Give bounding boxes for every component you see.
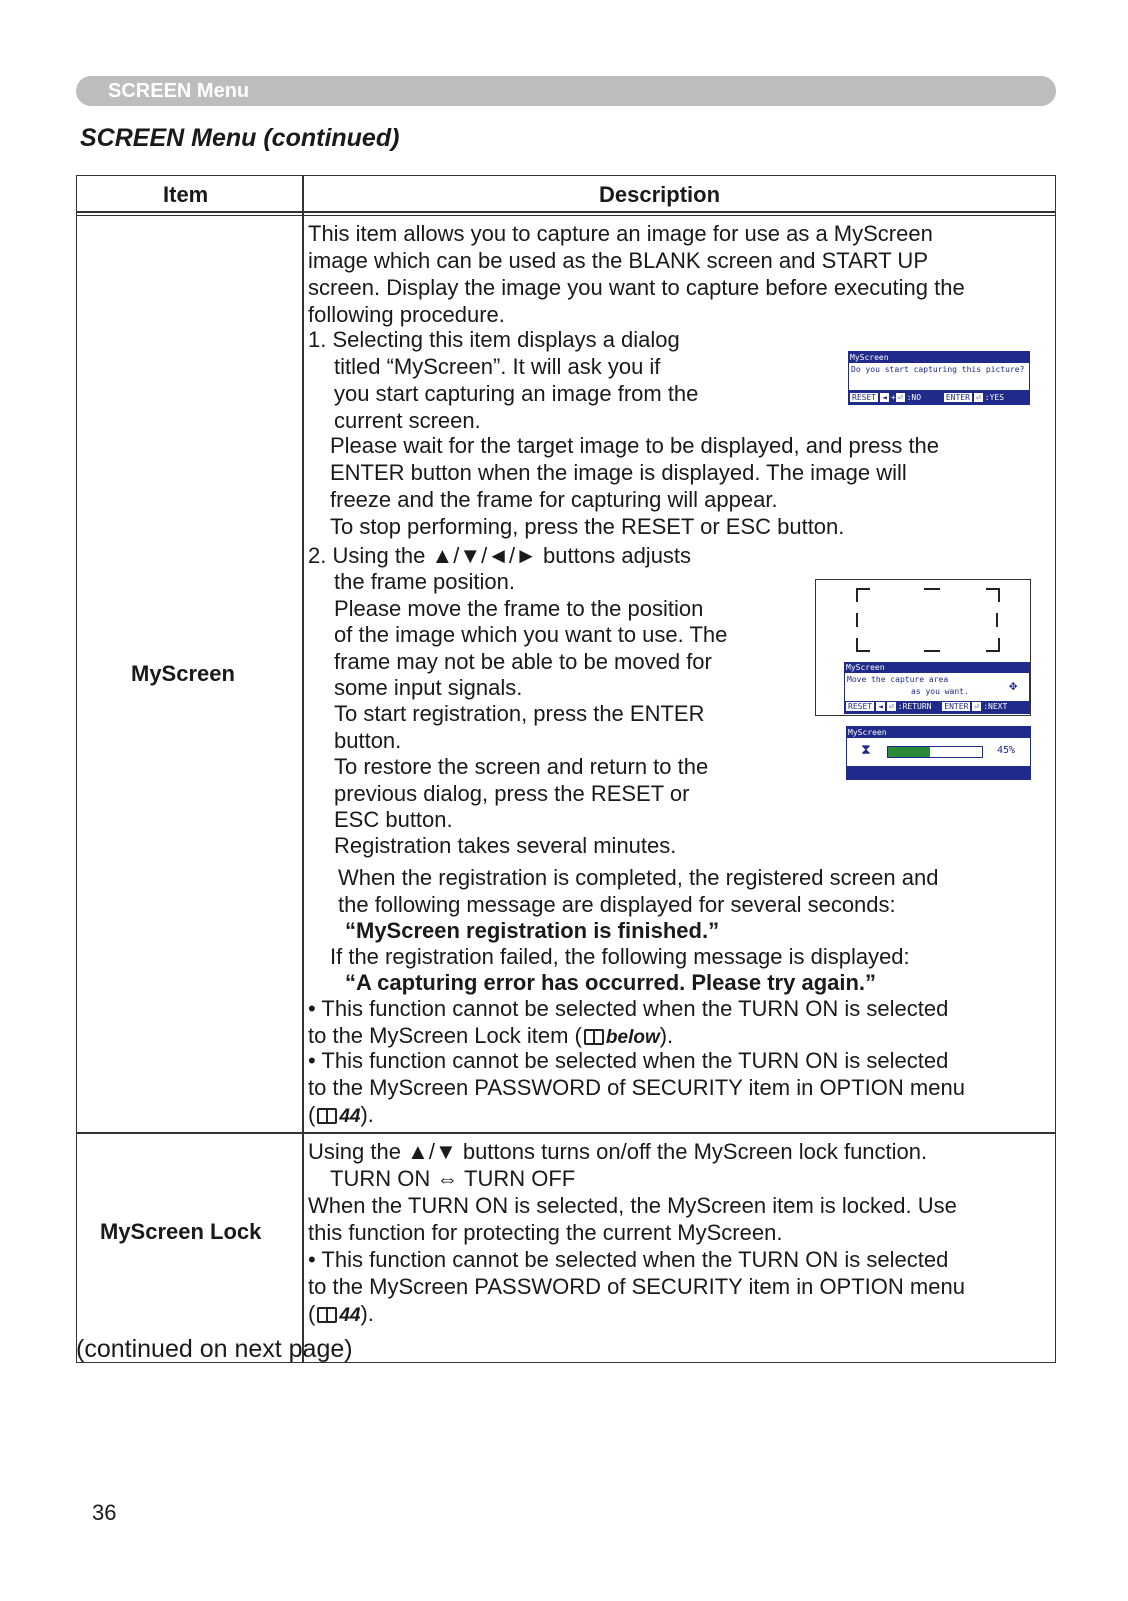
frame-corner-bottom-right (986, 638, 1000, 652)
dialog-buttons: RESET ◄ + ⏎ :NO ENTER ⏎ :YES (852, 393, 1005, 402)
myscreen-lock-description (308, 1138, 965, 1329)
text-line: This item allows you to capture an image for use as a MyScreen (308, 221, 933, 246)
frame-corner-top-right (986, 588, 1000, 602)
text-line: Using the ▲/▼ buttons turns on/off the MyScreen lock function. (308, 1139, 928, 1164)
text-line: titled “MyScreen”. It will ask you if (334, 354, 661, 379)
text-line: Please move the frame to the position (334, 595, 704, 621)
frame-corner-top-left (856, 588, 870, 602)
dialog-body (849, 363, 1029, 390)
myscreen-failed: If the registration failed, the following message is displayed: (330, 944, 910, 969)
text-line: • This function cannot be selected when the TURN ON is selected (308, 1048, 949, 1073)
left-arrow-key-icon: ◄ (878, 702, 883, 711)
enter-key: ENTER (944, 702, 969, 711)
text-line: of the image which you want to use. The (334, 622, 728, 648)
text-line: previous dialog, press the RESET or (334, 780, 690, 806)
reset-key: RESET (852, 393, 877, 402)
dialog-title: MyScreen (848, 728, 887, 737)
text-line: screen. Display the image you want to capture before executing the (308, 275, 965, 300)
note-text: ( (308, 1102, 316, 1127)
myscreen-step1 (308, 326, 698, 434)
note-text: to the MyScreen Lock item ( (308, 1023, 582, 1048)
note-text: ). (360, 1301, 374, 1326)
text-line: When the TURN ON is selected, the MyScreen item is locked. Use (308, 1193, 957, 1218)
myscreen-progress-dialog (846, 726, 1031, 780)
capture-frame-preview (815, 579, 1031, 716)
text-line: • This function cannot be selected when the TURN ON is selected (308, 1247, 949, 1272)
progress-bar (887, 746, 983, 758)
text-line: you start capturing an image from the (334, 381, 699, 406)
text-line: the following message are displayed for several seconds: (338, 892, 896, 917)
text-line: 1. Selecting this item displays a dialog (308, 327, 680, 352)
note-text: ). (360, 1102, 374, 1127)
myscreen-confirm-dialog (848, 351, 1030, 405)
column-header-item: Item (163, 182, 209, 207)
text-line: button. (334, 727, 402, 753)
myscreen-move-dialog (844, 662, 1030, 714)
text-line: frame may not be able to be moved for (334, 648, 712, 674)
column-header-description: Description (599, 182, 721, 207)
continued-note: (continued on next page) (76, 1335, 353, 1363)
reset-key: RESET (848, 702, 873, 711)
myscreen-intro (308, 220, 965, 328)
return-key-icon: ⏎ (888, 702, 894, 711)
page-reference: 44 (339, 1305, 361, 1326)
frame-edge-bottom (924, 650, 940, 652)
myscreen-step1-more (330, 432, 939, 540)
page-reference: below (605, 1027, 660, 1048)
text-line: freeze and the frame for capturing will appear. (330, 487, 778, 512)
dialog-body (847, 738, 1030, 766)
dialog-body (845, 673, 1029, 701)
text-line: some input signals. (334, 675, 523, 701)
left-arrow-key-icon: ◄ (882, 393, 887, 402)
frame-edge-right (996, 613, 998, 627)
next-label: :NEXT (983, 702, 1008, 711)
text-line: to the MyScreen PASSWORD of SECURITY item in OPTION menu (308, 1075, 965, 1100)
yes-label: :YES (984, 393, 1005, 402)
page-reference: 44 (339, 1106, 361, 1127)
dialog-line: Move the capture area (847, 675, 949, 684)
text-line: the frame position. (334, 569, 515, 595)
book-icon (317, 1108, 337, 1124)
myscreen-note1 (308, 995, 948, 1051)
text-line: Registration takes several minutes. (334, 833, 677, 859)
return-key-icon: ⏎ (975, 393, 981, 402)
return-key-icon: ⏎ (897, 393, 903, 402)
text-line: image which can be used as the BLANK screen and START UP (308, 248, 928, 273)
section-header-label: SCREEN Menu (108, 80, 250, 102)
text-line: 2. Using the ▲/▼/◄/► buttons adjusts (308, 543, 692, 568)
text-line: ESC button. (334, 807, 453, 833)
myscreen-completed (338, 864, 938, 918)
text-line: to the MyScreen PASSWORD of SECURITY item in OPTION menu (308, 1274, 965, 1299)
text-line: TURN ON ⇔ TURN OFF (330, 1166, 576, 1191)
text-line: To stop performing, press the RESET or ESC button. (330, 514, 845, 539)
no-label: :NO (906, 393, 922, 402)
page-number: 36 (92, 1500, 117, 1525)
frame-edge-top (924, 588, 940, 590)
hourglass-icon: ⧗ (861, 742, 871, 758)
book-icon (317, 1307, 337, 1323)
text-line: To start registration, press the ENTER (334, 701, 705, 727)
item-myscreen: MyScreen (131, 661, 235, 686)
text-line: To restore the screen and return to the (334, 754, 709, 780)
text-line (308, 1101, 965, 1130)
text-line: Please wait for the target image to be displayed, and press the (330, 433, 940, 458)
dialog-line: as you want. (911, 687, 969, 696)
text-line: this function for protecting the current MyScreen. (308, 1220, 783, 1245)
frame-corner-bottom-left (856, 638, 870, 652)
note-text: ( (308, 1301, 316, 1326)
column-divider (302, 176, 304, 1362)
text-line: When the registration is completed, the registered screen and (338, 865, 939, 890)
note-text: ). (659, 1023, 674, 1048)
progress-percent: 45% (997, 745, 1016, 756)
myscreen-note2 (308, 1047, 965, 1130)
message-capturing-error: “A capturing error has occurred. Please try again.” (345, 970, 877, 995)
message-registration-finished: “MyScreen registration is finished.” (345, 918, 720, 943)
book-icon (584, 1029, 604, 1045)
progress-bar-fill (888, 747, 930, 757)
header-divider-double (77, 215, 1055, 216)
dialog-question: Do you start capturing this picture? (851, 365, 1025, 374)
page-title: SCREEN Menu (continued) (80, 124, 400, 152)
text-line (308, 1300, 965, 1329)
frame-edge-left (856, 613, 858, 627)
enter-key: ENTER (945, 393, 970, 402)
section-header-bar (76, 76, 1056, 106)
dialog-title: MyScreen (846, 663, 885, 672)
item-myscreen-lock: MyScreen Lock (100, 1219, 262, 1244)
return-key-icon: ⏎ (974, 702, 980, 711)
text-line: • This function cannot be selected when the TURN ON is selected (308, 996, 949, 1021)
dialog-title: MyScreen (850, 353, 889, 362)
return-label: :RETURN (897, 702, 932, 711)
row-divider (77, 1132, 1055, 1134)
dialog-buttons (846, 702, 1007, 711)
header-divider (77, 211, 1055, 213)
myscreen-step2 (308, 543, 727, 860)
text-line: current screen. (334, 408, 481, 433)
text-line: following procedure. (308, 302, 505, 327)
text-line: ENTER button when the image is displayed. The image will (330, 460, 907, 485)
four-way-arrow-icon: ✥ (1009, 678, 1018, 694)
